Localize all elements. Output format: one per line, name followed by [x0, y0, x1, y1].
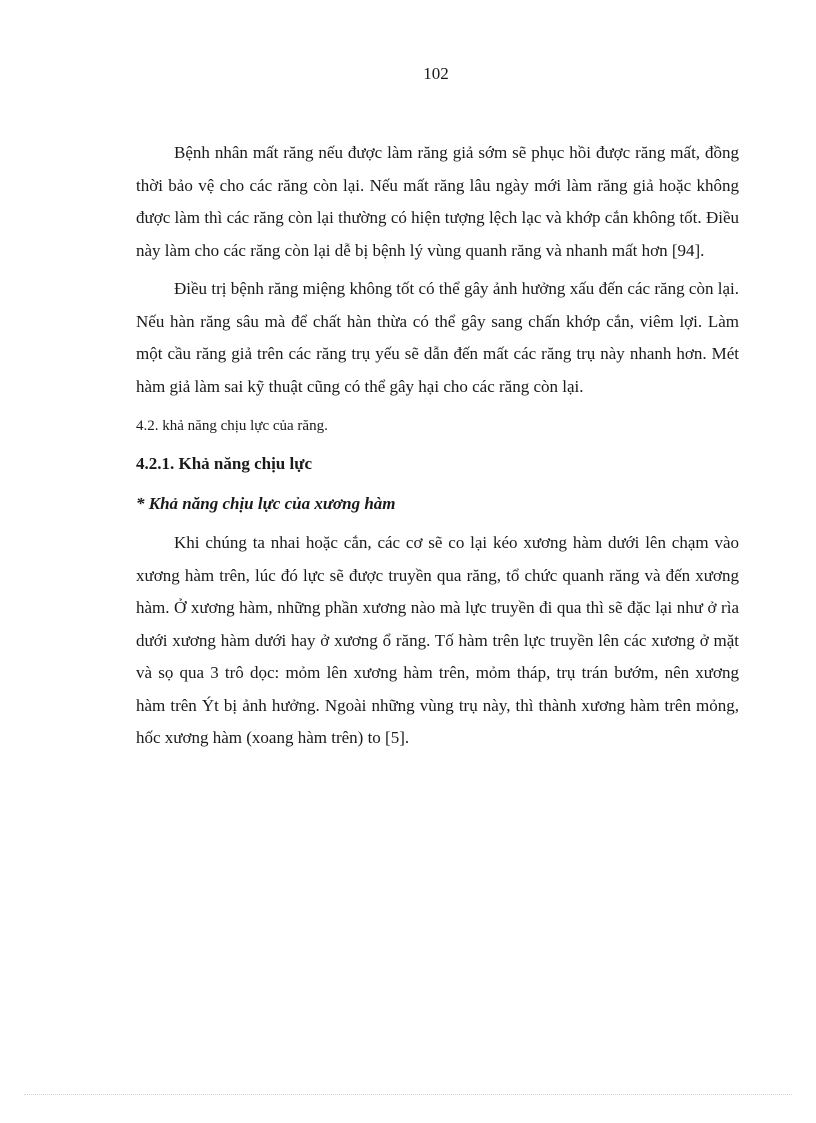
jaw-bone-subheading: * Khả năng chịu lực của xương hàm: [136, 494, 396, 513]
paragraph-jaw-force: Khi chúng ta nhai hoặc cắn, các cơ sẽ co lại kéo xương hàm dưới lên chạm vào xương hàm trên, lúc đó lực sẽ được truyền qua răng, tổ chức quanh răng và đến xương hàm. Ở xương hàm, những phần xương nào mà lực truyền đi qua thì sẽ đặc lại như ở rìa dưới xương hàm dưới hay ở xương ổ răng. Tố hàm trên lực truyền lên các xương ở mặt và sọ qua 3 trô dọc: mỏm lên xương hàm trên, mỏm tháp, trụ trán bướm, nên xương hàm trên Ýt bị ảnh hưởng. Ngoài những vùng trụ này, thì thành xương hàm trên mỏng, hốc xương hàm (xoang hàm trên) to [5].: [136, 533, 739, 747]
subsection-heading: 4.2.1. Khả năng chịu lực: [136, 454, 312, 473]
document-body: [136, 137, 739, 755]
paragraph-tooth-loss: Bệnh nhân mất răng nếu được làm răng giả sớm sẽ phục hồi được răng mất, đồng thời bảo vệ cho các răng còn lại. Nếu mất răng lâu ngày mới làm răng giả hoặc không được làm thì các răng còn lại thường có hiện tượng lệch lạc và khớp cắn không tốt. Điều này làm cho các răng còn lại dễ bị bệnh lý vùng quanh răng và nhanh mất hơn [94].: [136, 143, 739, 260]
section-heading: 4.2. khả năng chịu lực của răng.: [136, 418, 328, 434]
page-number: 102: [423, 64, 449, 83]
paragraph-poor-treatment: Điều trị bệnh răng miệng không tốt có thể gây ảnh hưởng xấu đến các răng còn lại. Nếu hàn răng sâu mà để chất hàn thừa có thể gây sang chấn khớp cắn, viêm lợi. Làm một cầu răng giả trên các răng trụ yếu sẽ dẫn đến mất các răng trụ này nhanh hơn. Mét hàm giả làm sai kỹ thuật cũng có thể gây hại cho các răng còn lại.: [136, 279, 739, 396]
page-bottom-rule: [24, 1094, 792, 1095]
